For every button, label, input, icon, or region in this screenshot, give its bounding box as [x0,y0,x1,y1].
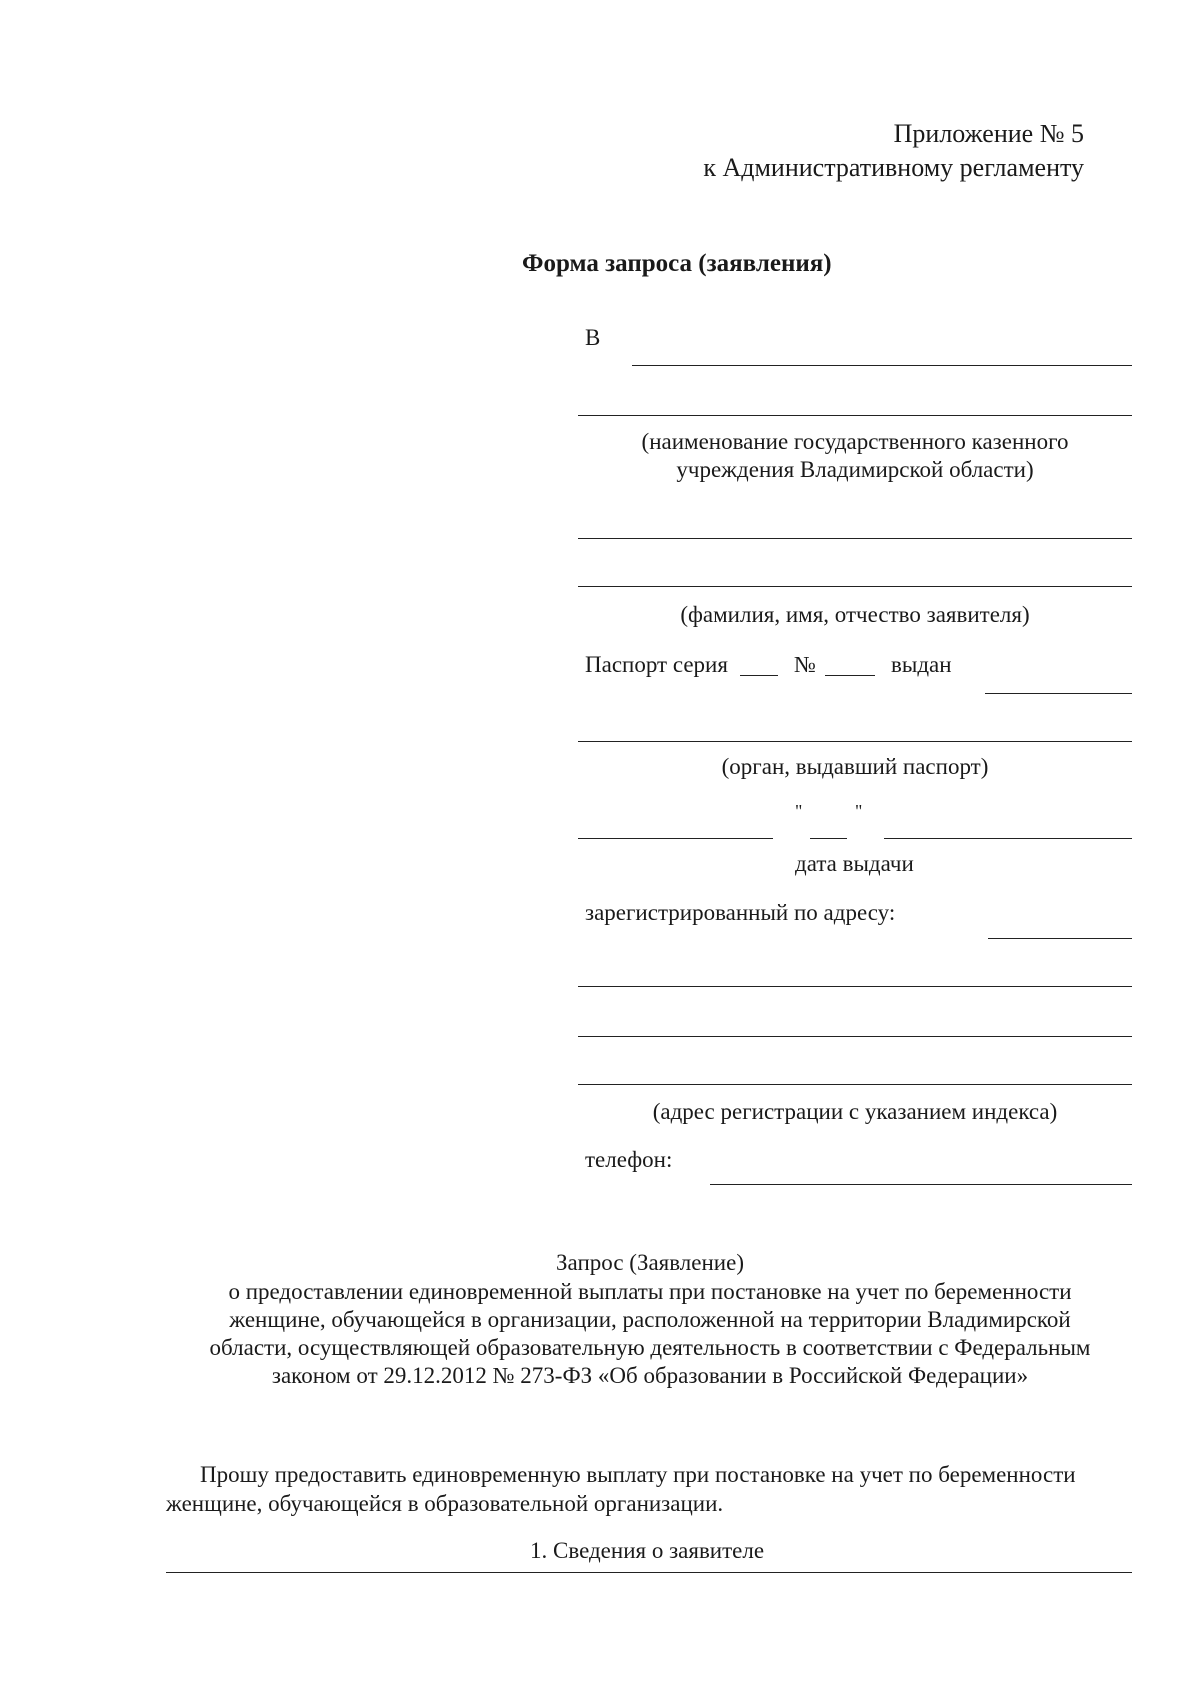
request-subtitle-line: о предоставлении единовременной выплаты при постановке на учет по беременности [228,1279,1072,1304]
passport-number-label: № [794,652,816,677]
institution-line-2[interactable] [578,415,1132,416]
passport-authority-line[interactable] [578,741,1132,742]
issue-date-caption: дата выдачи [795,851,914,876]
registered-label: зарегистрированный по адресу: [585,900,896,925]
form-title: Форма запроса (заявления) [522,250,832,277]
phone-field[interactable] [710,1184,1132,1185]
address-field-1[interactable] [988,938,1132,939]
date-quote-close: " [855,801,863,821]
passport-series-field[interactable] [740,675,778,676]
phone-label: телефон: [585,1147,673,1172]
applicant-name-line-2[interactable] [578,586,1132,587]
address-field-3[interactable] [578,1036,1132,1037]
request-subtitle-line: женщине, обучающейся в организации, расположенной на территории Владимирской [229,1307,1071,1332]
passport-authority-caption: (орган, выдавший паспорт) [721,754,989,779]
appendix-number: Приложение № 5 [893,119,1084,148]
appendix-reference: к Административному регламенту [703,153,1084,182]
passport-issued-field[interactable] [985,693,1132,694]
applicant-caption: (фамилия, имя, отчество заявителя) [680,602,1030,627]
address-caption: (адрес регистрации с указанием индекса) [652,1099,1058,1124]
issue-date-field-year[interactable] [578,838,773,839]
institution-line-1[interactable] [632,365,1132,366]
section1-field[interactable] [166,1572,1132,1573]
applicant-name-line-1[interactable] [578,538,1132,539]
request-body-line1: Прошу предоставить единовременную выплату при постановке на учет по беременности [200,1462,1076,1487]
issue-date-field-month[interactable] [884,838,1132,839]
addressee-prefix: В [585,325,601,350]
date-quote-open: " [795,801,803,821]
passport-series-label: Паспорт серия [585,652,728,677]
request-body-line2: женщине, обучающейся в образовательной организации. [166,1491,724,1516]
passport-number-field[interactable] [825,675,875,676]
request-subtitle-line: области, осуществляющей образовательную деятельность в соответствии с Федеральным [209,1335,1091,1360]
institution-caption: (наименование государственного казенного [641,429,1069,454]
address-field-2[interactable] [578,986,1132,987]
institution-caption-2: учреждения Владимирской области) [676,457,1034,482]
request-title: Запрос (Заявление) [556,1250,744,1275]
issue-date-field-day[interactable] [810,838,847,839]
section1-heading: 1. Сведения о заявителе [530,1538,765,1563]
request-subtitle-line: законом от 29.12.2012 № 273-ФЗ «Об образовании в Российской Федерации» [271,1363,1029,1388]
address-field-4[interactable] [578,1084,1132,1085]
passport-issued-label: выдан [891,652,952,677]
